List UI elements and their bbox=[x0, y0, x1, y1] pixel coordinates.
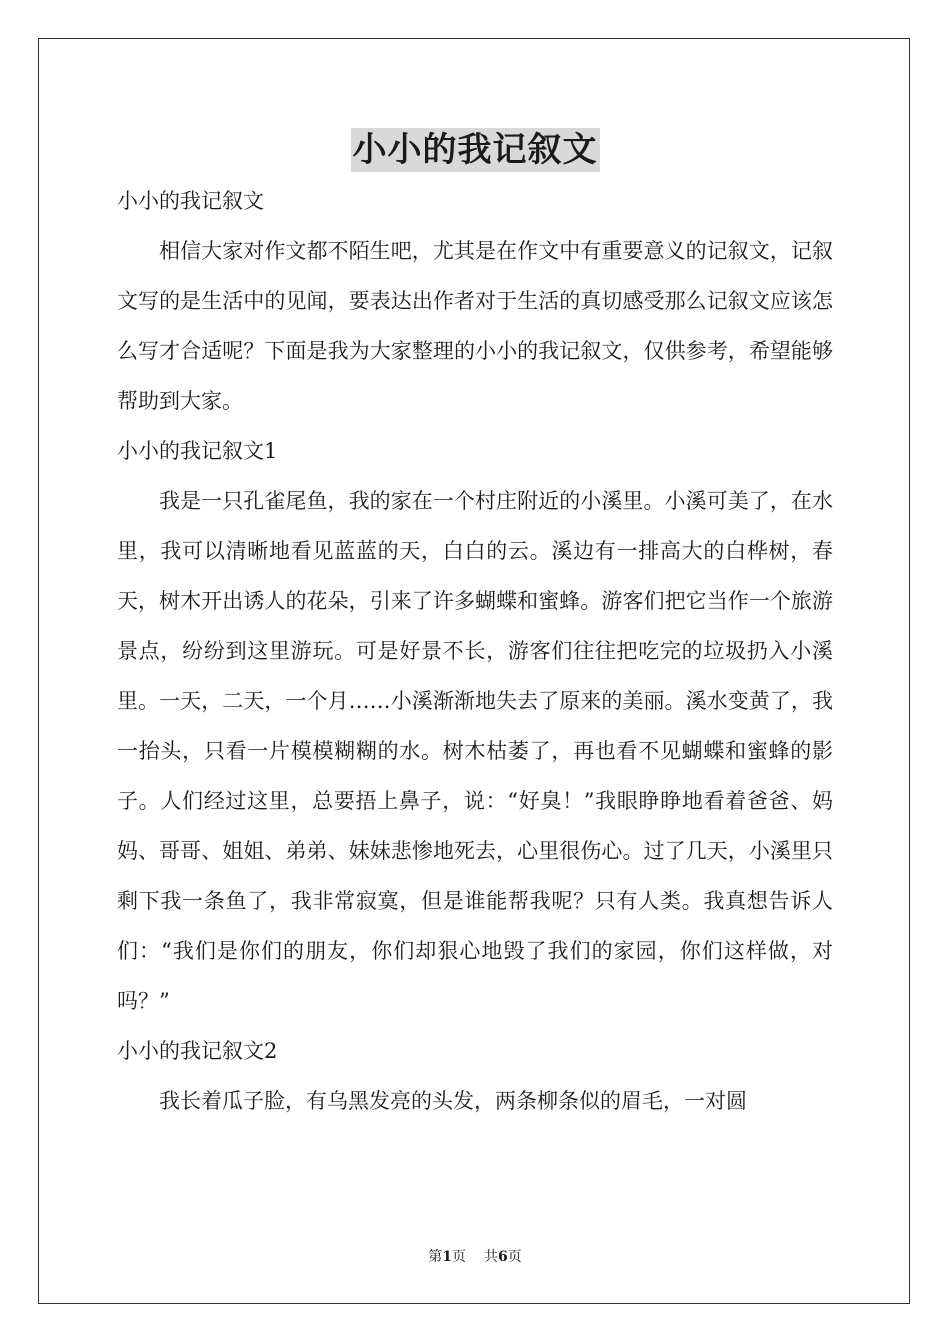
paragraph: 小小的我记叙文 bbox=[117, 189, 264, 213]
paragraph: 相信大家对作文都不陌生吧，尤其是在作文中有重要意义的记叙文，记叙文写的是生活中的见闻，要表达出作者对于生活的真切感受那么记叙文应该怎么写才合适呢？下面是我为大家整理的小小的我记叙文，仅供参考，希望能够帮助到大家。 bbox=[117, 239, 833, 413]
paragraph: 我是一只孔雀尾鱼，我的家在一个村庄附近的小溪里。小溪可美了，在水里，我可以清晰地看见蓝蓝的天，白白的云。溪边有一排高大的白桦树，春天，树木开出诱人的花朵，引来了许多蝴蝶和蜜蜂。游客们把它当作一个旅游景点，纷纷到这里游玩。可是好景不长，游客们往往把吃完的垃圾扔入小溪里。一天，二天，一个月……小溪渐渐地失去了原来的美丽。溪水变黄了，我一抬头，只看一片模模糊糊的水。树木枯萎了，再也看不见蝴蝶和蜜蜂的影子。人们经过这里，总要捂上鼻子，说：“好臭！”我眼睁睁地看着爸爸、妈妈、哥哥、姐姐、弟弟、妹妹悲惨地死去，心里很伤心。过了几天，小溪里只剩下我一条鱼了，我非常寂寞，但是谁能帮我呢？只有人类。我真想告诉人们：“我们是你们的朋友，你们却狠心地毁了我们的家园，你们这样做，对吗？” bbox=[117, 489, 833, 1013]
document-title: 小小的我记叙文 bbox=[352, 130, 598, 170]
document-body bbox=[117, 176, 833, 1126]
page-prefix: 第 bbox=[428, 1249, 443, 1265]
total-page-count: 6 bbox=[498, 1249, 508, 1265]
section-heading: 小小的我记叙文1 bbox=[117, 439, 278, 463]
title-container bbox=[0, 128, 950, 172]
paragraph: 我长着瓜子脸，有乌黑发亮的头发，两条柳条似的眉毛，一对圆 bbox=[159, 1089, 747, 1113]
section-heading: 小小的我记叙文2 bbox=[117, 1039, 278, 1063]
page-suffix: 页 bbox=[452, 1249, 466, 1265]
total-prefix: 共 bbox=[484, 1249, 498, 1265]
page-footer bbox=[0, 1248, 950, 1266]
current-page-number: 1 bbox=[442, 1249, 452, 1265]
total-suffix: 页 bbox=[507, 1249, 522, 1265]
